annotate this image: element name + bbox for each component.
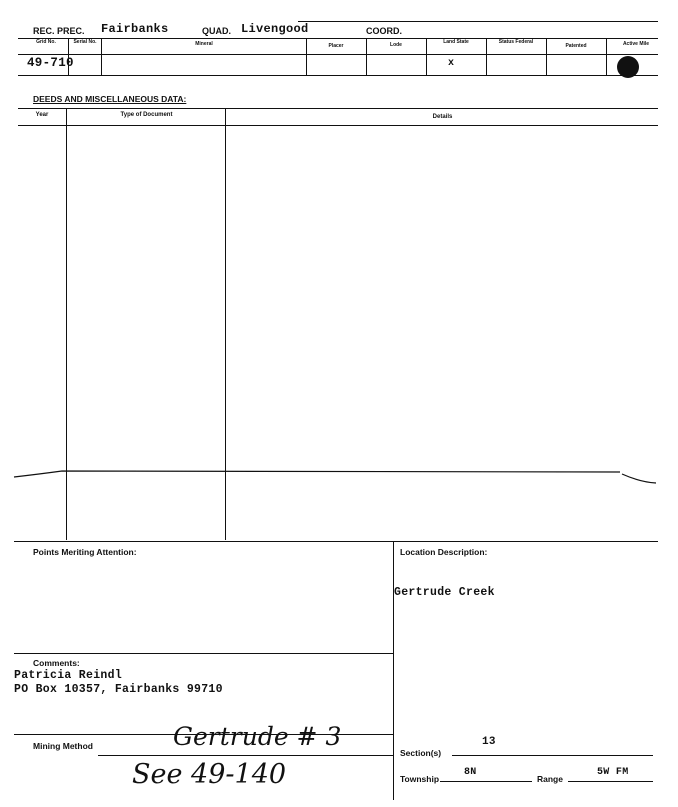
deeds-col-type: Type of Document bbox=[120, 112, 173, 118]
range-label: Range bbox=[537, 774, 563, 784]
col-header-grid: Grid No. bbox=[36, 39, 56, 45]
township-value: 8N bbox=[464, 767, 477, 778]
handwritten-cross-reference: See 49-140 bbox=[132, 759, 287, 790]
quad-value: Livengood bbox=[241, 22, 309, 36]
township-rule bbox=[440, 781, 532, 782]
points-label: Points Meriting Attention: bbox=[33, 547, 137, 557]
col-header-placer: Placer bbox=[328, 43, 344, 49]
deeds-section-title: DEEDS AND MISCELLANEOUS DATA: bbox=[33, 94, 187, 104]
claim-col-div-8 bbox=[606, 38, 607, 75]
comments-label: Comments: bbox=[33, 658, 80, 668]
range-value: 5W FM bbox=[597, 767, 629, 778]
coord-label: COORD. bbox=[366, 26, 402, 36]
section-value: 13 bbox=[482, 736, 496, 748]
deeds-col-details: Details bbox=[432, 114, 453, 120]
comments-line-2: PO Box 10357, Fairbanks 99710 bbox=[14, 683, 223, 696]
active-filled-dot-icon bbox=[617, 56, 639, 78]
township-label: Township bbox=[400, 774, 440, 784]
header-rule bbox=[298, 21, 658, 22]
col-header-active-mile: Active Mile bbox=[622, 41, 650, 47]
deeds-col-year: Year bbox=[35, 112, 49, 118]
location-label: Location Description: bbox=[400, 547, 488, 557]
claim-table-bottom bbox=[18, 75, 658, 76]
deeds-table-head-rule bbox=[18, 125, 658, 126]
land-state-value: x bbox=[448, 58, 455, 69]
points-bottom-rule bbox=[14, 653, 393, 654]
handwritten-claim-name: Gertrude # 3 bbox=[173, 722, 342, 751]
lower-center-divider bbox=[393, 541, 394, 800]
rec-prec-value: Fairbanks bbox=[101, 22, 169, 36]
comments-line-1: Patricia Reindl bbox=[14, 669, 123, 682]
mining-method-rule bbox=[98, 755, 393, 756]
col-header-serial: Serial No. bbox=[73, 39, 97, 45]
deeds-folded-line bbox=[0, 460, 678, 490]
col-header-lode: Lode bbox=[390, 42, 402, 48]
claim-table-mid bbox=[18, 54, 658, 55]
rec-prec-label: REC. PREC. bbox=[33, 26, 85, 36]
col-header-status-federal: Status Federal bbox=[498, 39, 534, 45]
range-rule bbox=[568, 781, 653, 782]
deeds-table-top bbox=[18, 108, 658, 109]
claim-col-div-6 bbox=[486, 38, 487, 75]
section-label: Section(s) bbox=[400, 748, 442, 758]
lower-section-top bbox=[14, 541, 658, 542]
location-value: Gertrude Creek bbox=[394, 586, 495, 599]
col-header-mineral: Mineral bbox=[195, 41, 213, 47]
claim-table-top bbox=[18, 38, 658, 39]
claim-col-div-5 bbox=[426, 38, 427, 75]
col-header-patented: Patented bbox=[565, 43, 587, 49]
quad-label: QUAD. bbox=[202, 26, 231, 36]
mining-method-label: Mining Method bbox=[33, 741, 93, 751]
col-header-land-state: Land State bbox=[443, 39, 469, 45]
grid-no-value: 49-710 bbox=[27, 56, 74, 70]
section-rule bbox=[452, 755, 653, 756]
